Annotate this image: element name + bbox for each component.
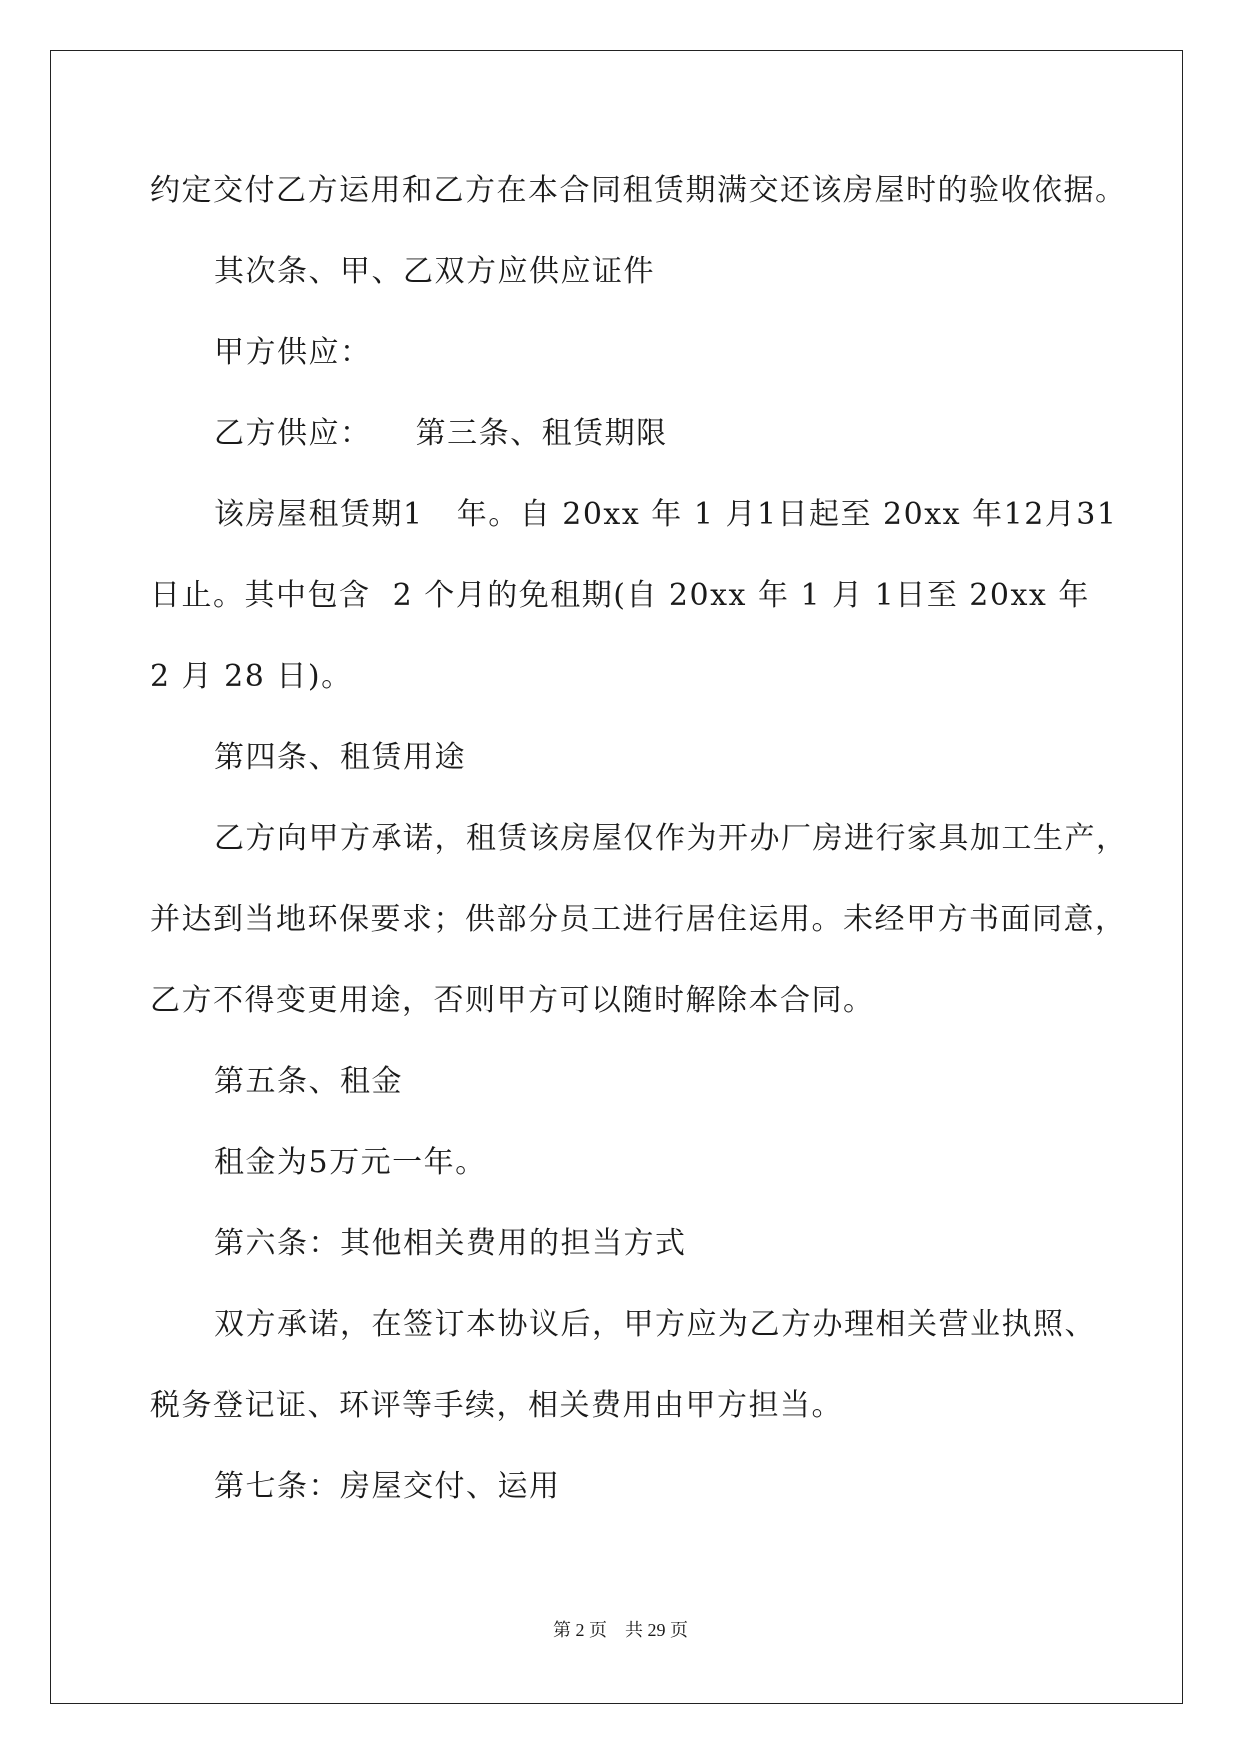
section-heading: 第五条、租金 (214, 1064, 403, 1099)
paragraph-line: 日止。其中包含 2 个月的免租期(自 20xx 年 1 月 1日至 20xx 年 (150, 578, 1090, 613)
paragraph-line: 乙方向甲方承诺，租赁该房屋仅作为开办厂房进行家具加工生产， (214, 821, 1128, 856)
paragraph-line: 乙方不得变更用途，否则甲方可以随时解除本合同。 (150, 983, 875, 1018)
section-heading: 第七条：房屋交付、运用 (214, 1469, 561, 1504)
page-border (50, 50, 1183, 1704)
paragraph-line: 双方承诺，在签订本协议后，甲方应为乙方办理相关营业执照、 (214, 1307, 1096, 1342)
section-heading: 第六条：其他相关费用的担当方式 (214, 1226, 687, 1261)
paragraph-line: 该房屋租赁期1 年。自 20xx 年 1 月1日起至 20xx 年12月31 (214, 497, 1118, 532)
paragraph-line: 并达到当地环保要求；供部分员工进行居住运用。未经甲方书面同意， (150, 902, 1127, 937)
section-heading: 其次条、甲、乙双方应供应证件 (214, 254, 655, 289)
paragraph-line: 2 月 28 日)。 (150, 659, 353, 694)
section-heading: 乙方供应： 第三条、租赁期限 (214, 416, 668, 451)
paragraph-line: 租金为5万元一年。 (214, 1145, 487, 1180)
paragraph-line: 税务登记证、环评等手续，相关费用由甲方担当。 (150, 1388, 843, 1423)
section-heading: 第四条、租赁用途 (214, 740, 466, 775)
paragraph-line: 约定交付乙方运用和乙方在本合同租赁期满交还该房屋时的验收依据。 (150, 173, 1127, 208)
paragraph-line: 甲方供应： (214, 335, 372, 370)
page-number-footer: 第 2 页 共 29 页 (553, 1620, 688, 1640)
